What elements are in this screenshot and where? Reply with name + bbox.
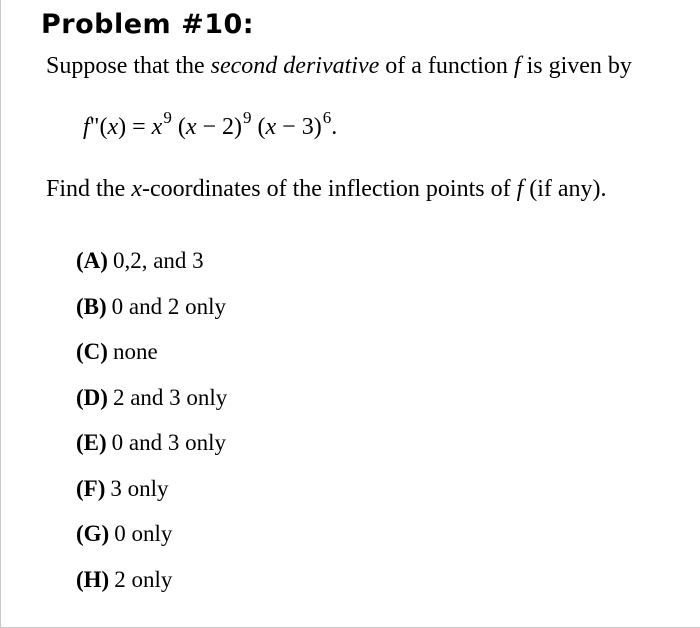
question-function: f [516, 176, 524, 202]
option-text: 2 only [114, 566, 173, 592]
formula-term2-rest: − 2) [196, 114, 243, 140]
question-var: x [131, 176, 142, 202]
formula-term3-rest: − 3) [276, 114, 322, 140]
statement-text-1: Suppose that the [46, 53, 211, 79]
answer-option-c[interactable] [76, 338, 227, 384]
formula-term2-open: ( [171, 114, 186, 140]
formula-term3-var: x [265, 114, 277, 140]
option-text: 0 and 2 only [111, 293, 227, 319]
formula-function: f [83, 114, 90, 140]
problem-statement [46, 53, 632, 80]
function-symbol: f [513, 53, 521, 79]
answer-option-f[interactable] [76, 475, 227, 521]
answer-options [76, 247, 227, 611]
answer-option-h[interactable] [76, 566, 227, 612]
formula-term3-exponent: 6 [322, 108, 332, 127]
formula-primes: " [89, 114, 100, 140]
formula-lhs-open: ( [99, 114, 108, 140]
option-letter: (B) [76, 293, 107, 319]
second-derivative-formula [83, 108, 338, 141]
answer-option-g[interactable] [76, 520, 227, 566]
formula-term2-exponent: 9 [243, 108, 252, 127]
option-letter: (G) [76, 521, 110, 546]
option-letter: (D) [76, 384, 108, 410]
problem-title: Problem #10: [41, 9, 255, 40]
option-letter: (F) [76, 475, 106, 501]
option-text: 0 only [114, 521, 173, 546]
option-text: none [112, 339, 158, 364]
option-text: 2 and 3 only [112, 384, 228, 410]
question-text-1: Find the [46, 176, 132, 202]
question-text-3: (if any). [523, 176, 607, 202]
answer-option-d[interactable] [76, 384, 227, 430]
option-text: 3 only [110, 475, 169, 501]
option-letter: (H) [76, 566, 110, 592]
formula-term3-open: ( [251, 114, 266, 140]
answer-option-b[interactable] [76, 293, 227, 339]
option-letter: (E) [76, 430, 107, 455]
option-text: 0,2, and 3 [112, 248, 204, 273]
answer-option-a[interactable] [76, 247, 227, 293]
statement-emphasis: second derivative [210, 53, 380, 79]
statement-text-3: is given by [520, 53, 632, 79]
option-text: 0 and 3 only [111, 430, 227, 455]
formula-term1-exponent: 9 [163, 108, 172, 127]
answer-option-e[interactable] [76, 429, 227, 475]
problem-question [46, 176, 607, 203]
formula-term2-var: x [185, 114, 197, 140]
formula-lhs-close: ) [118, 114, 127, 140]
option-letter: (A) [76, 248, 108, 273]
statement-text-2: of a function [379, 53, 514, 79]
question-text-2: -coordinates of the inflection points of [142, 176, 517, 202]
formula-equals: = [126, 114, 152, 140]
formula-lhs-var: x [107, 114, 119, 140]
formula-term1-var: x [151, 114, 163, 140]
formula-period: . [331, 114, 338, 140]
option-letter: (C) [76, 339, 108, 364]
